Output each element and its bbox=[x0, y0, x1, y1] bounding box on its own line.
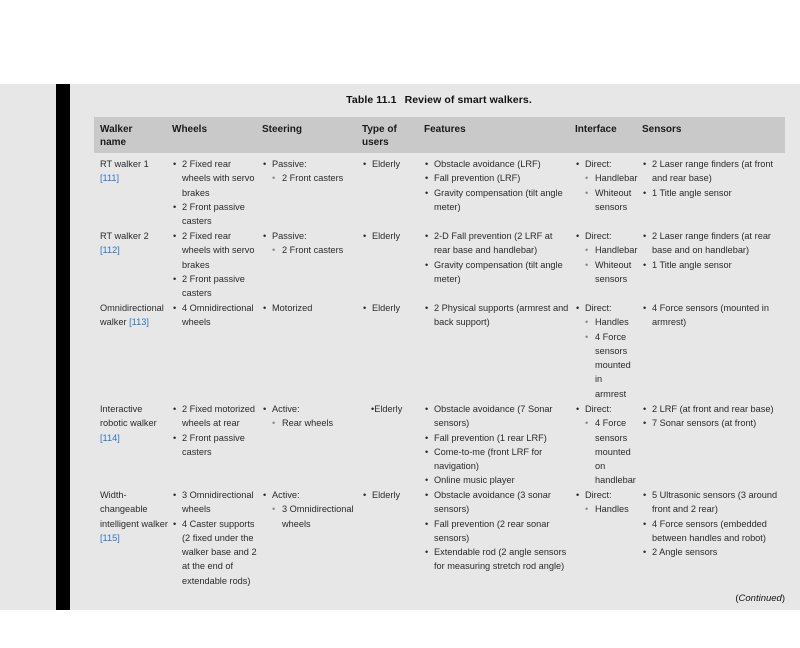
interface-list bbox=[575, 402, 637, 488]
list-item: • Whiteout sensors bbox=[575, 258, 637, 287]
list-item: • 2 LRF (at front and rear base) bbox=[642, 402, 782, 416]
list-item: • 2 Front passive casters bbox=[172, 431, 260, 460]
list-item: • Rear wheels bbox=[262, 416, 358, 430]
list-item: • Elderly bbox=[362, 301, 418, 315]
wheels-list bbox=[172, 402, 260, 459]
list-item: • Handlebar bbox=[575, 171, 637, 185]
page-edge-bar bbox=[56, 84, 70, 610]
list-item bbox=[262, 157, 358, 186]
users-list bbox=[362, 301, 418, 315]
table-caption-text: Review of smart walkers. bbox=[404, 94, 532, 106]
list-item: • Fall prevention (1 rear LRF) bbox=[424, 431, 570, 445]
users-list bbox=[362, 229, 418, 243]
users-value: •Elderly bbox=[371, 404, 403, 414]
list-item: • 4 Force sensors mounted in armrest bbox=[575, 330, 627, 401]
interface-list bbox=[575, 488, 637, 517]
list-item: • 2 Fixed rear wheels with servo brakes bbox=[172, 229, 260, 272]
list-item: • Elderly bbox=[362, 229, 418, 243]
list-item: • Obstacle avoidance (LRF) bbox=[424, 157, 570, 171]
steering-mode: Passive: bbox=[272, 231, 307, 241]
list-item: • 2 Fixed rear wheels with servo brakes bbox=[172, 157, 260, 200]
sensors-list bbox=[642, 229, 782, 272]
list-item: • Extendable rod (2 angle sensors for measuring stretch rod angle) bbox=[424, 545, 570, 574]
list-item bbox=[575, 301, 637, 401]
list-item: • 7 Sonar sensors (at front) bbox=[642, 416, 782, 430]
users-list bbox=[362, 488, 418, 502]
interface-mode: Direct: bbox=[585, 159, 612, 169]
users-list bbox=[362, 157, 418, 171]
interface-list bbox=[575, 229, 637, 286]
features-list bbox=[424, 488, 570, 574]
features-list bbox=[424, 301, 570, 330]
interface-list bbox=[575, 157, 637, 214]
list-item bbox=[575, 402, 637, 488]
list-item: • Obstacle avoidance (7 Sonar sensors) bbox=[424, 402, 570, 431]
list-item: • 4 Force sensors mounted on handlebar bbox=[575, 416, 627, 487]
list-item: • Handles bbox=[575, 315, 637, 329]
header-steering: Steering bbox=[262, 124, 303, 135]
list-item bbox=[575, 157, 637, 214]
list-item: • 4 Omnidirectional wheels bbox=[172, 301, 260, 330]
features-list bbox=[424, 229, 570, 286]
steering-mode: Active: bbox=[272, 404, 300, 414]
interface-mode: Direct: bbox=[585, 490, 612, 500]
list-item: • 2 Angle sensors bbox=[642, 545, 782, 559]
header-type-of-users: Type of users bbox=[362, 124, 397, 148]
list-item: • Motorized bbox=[262, 301, 358, 315]
interface-mode: Direct: bbox=[585, 231, 612, 241]
steering-mode: Passive: bbox=[272, 159, 307, 169]
continued-text: Continued bbox=[738, 593, 782, 604]
walker-name-cell bbox=[100, 488, 170, 545]
list-item: • 2 Fixed motorized wheels at rear bbox=[172, 402, 260, 431]
walker-name: RT walker 2 bbox=[100, 231, 149, 241]
walker-name-cell bbox=[100, 301, 170, 330]
list-item: • 5 Ultrasonic sensors (3 around front and 2 rear) bbox=[642, 488, 782, 517]
steering-list bbox=[262, 488, 358, 531]
wheels-list bbox=[172, 157, 260, 228]
list-item: • 3 Omnidirectional wheels bbox=[262, 502, 358, 531]
header-sensors: Sensors bbox=[642, 124, 682, 135]
list-item: • Obstacle avoidance (3 sonar sensors) bbox=[424, 488, 570, 517]
table-header bbox=[94, 117, 785, 153]
wheels-list bbox=[172, 301, 260, 330]
list-item: • 3 Omnidirectional wheels bbox=[172, 488, 260, 517]
list-item bbox=[262, 488, 358, 531]
interface-mode: Direct: bbox=[585, 303, 612, 313]
walker-name-cell bbox=[100, 229, 166, 258]
walker-name: Width-changeable intelligent walker bbox=[100, 490, 168, 529]
steering-mode: Active: bbox=[272, 490, 300, 500]
list-item bbox=[575, 488, 637, 517]
reference-link[interactable]: [112] bbox=[100, 245, 120, 256]
steering-list bbox=[262, 229, 358, 258]
list-item: • Handles bbox=[575, 502, 637, 516]
walker-name: Interactive robotic walker bbox=[100, 404, 157, 429]
list-item: • Gravity compensation (tilt angle meter) bbox=[424, 186, 570, 215]
table-caption bbox=[94, 94, 784, 106]
list-item: • 1 Title angle sensor bbox=[642, 258, 782, 272]
list-item: • Handlebar bbox=[575, 243, 637, 257]
walker-name: Omnidirectional walker bbox=[100, 303, 164, 328]
features-list bbox=[424, 402, 570, 488]
list-item: • 2 Laser range finders (at front and rear base) bbox=[642, 157, 782, 186]
list-item: • 4 Force sensors (embedded between handles and robot) bbox=[642, 517, 782, 546]
sensors-list bbox=[642, 488, 782, 559]
interface-list bbox=[575, 301, 637, 401]
walker-name-cell bbox=[100, 402, 166, 445]
list-item: • Fall prevention (2 rear sonar sensors) bbox=[424, 517, 570, 546]
wheels-list bbox=[172, 229, 260, 300]
reference-link[interactable]: [114] bbox=[100, 432, 120, 443]
header-walker-name: Walker name bbox=[100, 124, 133, 148]
list-item: • 2 Front passive casters bbox=[172, 272, 260, 301]
header-features: Features bbox=[424, 124, 466, 135]
features-list bbox=[424, 157, 570, 214]
wheels-list bbox=[172, 488, 260, 588]
list-item bbox=[575, 229, 637, 286]
list-item: • Come-to-me (front LRF for navigation) bbox=[424, 445, 570, 474]
list-item: • Fall prevention (LRF) bbox=[424, 171, 570, 185]
steering-list bbox=[262, 301, 358, 315]
sensors-list bbox=[642, 402, 782, 431]
list-item bbox=[262, 229, 358, 258]
walker-name-cell bbox=[100, 157, 166, 186]
list-item: • 2 Physical supports (armrest and back support) bbox=[424, 301, 570, 330]
steering-list bbox=[262, 402, 358, 431]
sensors-list bbox=[642, 157, 782, 200]
steering-list bbox=[262, 157, 358, 186]
list-item: • 2-D Fall prevention (2 LRF at rear base and handlebar) bbox=[424, 229, 570, 258]
continued-note: (Continued) bbox=[735, 593, 785, 604]
list-item: • 2 Front casters bbox=[262, 243, 358, 257]
list-item bbox=[262, 402, 358, 431]
list-item: • 2 Front casters bbox=[262, 171, 358, 185]
header-interface: Interface bbox=[575, 124, 617, 135]
interface-mode: Direct: bbox=[585, 404, 612, 414]
list-item: • 4 Caster supports (2 fixed under the walker base and 2 at the end of extendable rods) bbox=[172, 517, 260, 588]
list-item: • 2 Laser range finders (at rear base and on handlebar) bbox=[642, 229, 782, 258]
sensors-list bbox=[642, 301, 782, 330]
list-item: • 4 Force sensors (mounted in armrest) bbox=[642, 301, 782, 330]
walker-name: RT walker 1 bbox=[100, 159, 149, 169]
reference-link[interactable]: [115] bbox=[100, 532, 120, 543]
list-item: • Whiteout sensors bbox=[575, 186, 637, 215]
list-item: • 1 Title angle sensor bbox=[642, 186, 782, 200]
table-caption-label: Table 11.1 bbox=[346, 94, 397, 106]
list-item: • Elderly bbox=[362, 488, 418, 502]
header-wheels: Wheels bbox=[172, 124, 208, 135]
reference-link[interactable]: [111] bbox=[100, 173, 120, 184]
reference-link[interactable]: [113] bbox=[129, 317, 149, 328]
list-item: • Online music player bbox=[424, 473, 570, 487]
list-item: • 2 Front passive casters bbox=[172, 200, 260, 229]
list-item: • Gravity compensation (tilt angle meter) bbox=[424, 258, 570, 287]
list-item: • Elderly bbox=[362, 157, 418, 171]
